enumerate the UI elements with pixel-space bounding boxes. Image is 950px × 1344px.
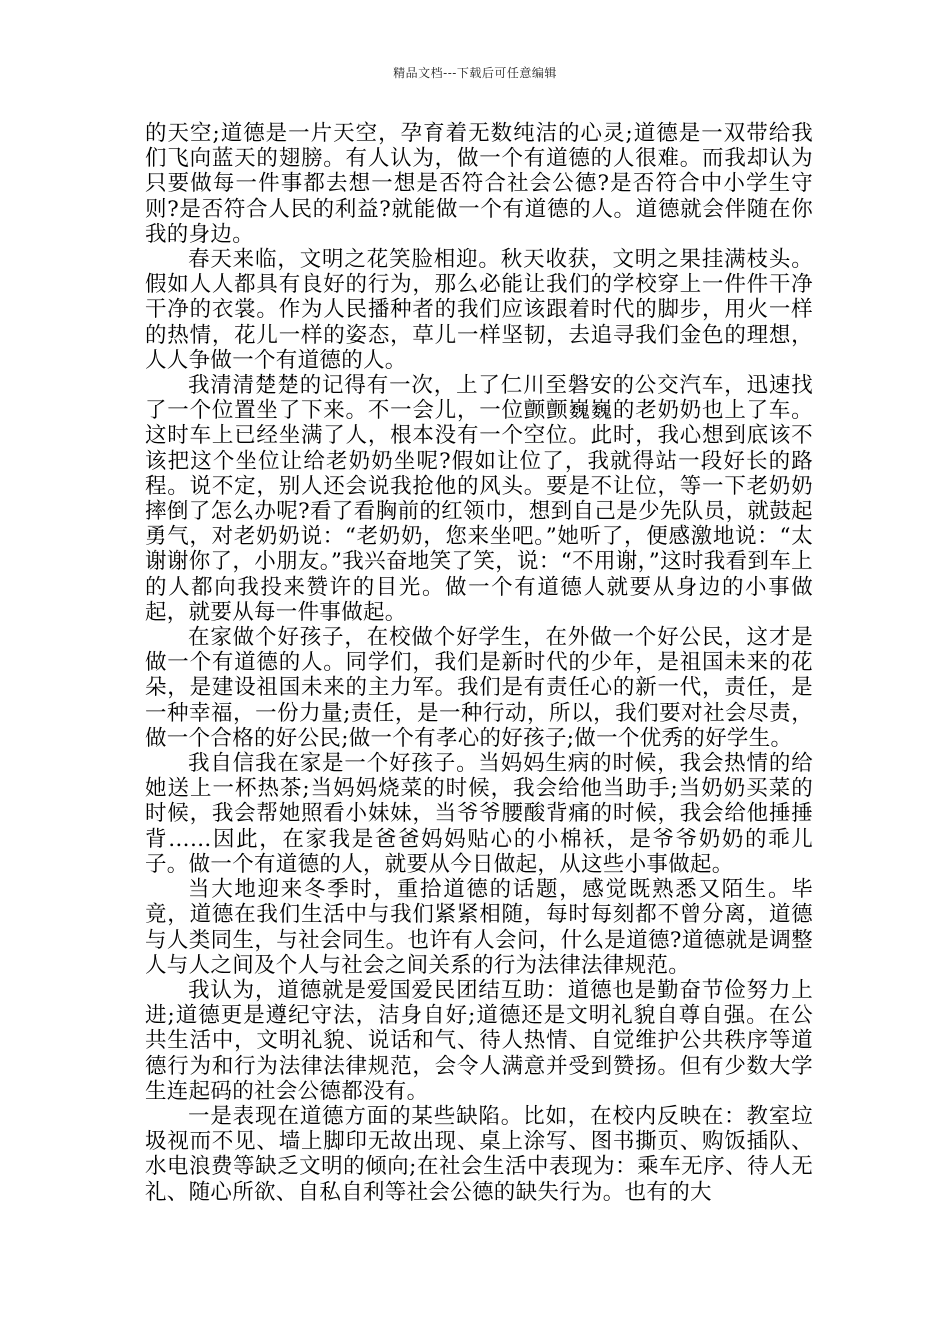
paragraph: 我清清楚楚的记得有一次，上了仁川至磐安的公交汽车，迅速找了一个位置坐了下来。不一会儿，一位颤颤巍巍的老奶奶也上了车。这时车上已经坐满了人，根本没有一个空位。此时，我心想到底该不该把这个坐位让给老奶奶坐呢?假如让位了，我就得站一段好长的路程。说不定，别人还会说我抢他的风头。要是不让位，等一下老奶奶摔倒了怎么办呢?看了看胸前的红领巾，想到自己是少先队员，就鼓起勇气，对老奶奶说：“老奶奶，您来坐吧。”她听了，便感激地说：“太谢谢你了，小朋友。”我兴奋地笑了笑，说：“不用谢，”这时我看到车上的人都向我投来赞许的目光。做一个有道德人就要从身边的小事做起，就要从每一件事做起。 [145,373,813,625]
paragraph: 春天来临，文明之花笑脸相迎。秋天收获，文明之果挂满枝头。假如人人都具有良好的行为，那么必能让我们的学校穿上一件件干净干净的衣裳。作为人民播种者的我们应该跟着时代的脚步，用火一样的热情，花儿一样的姿态，草儿一样坚韧，去追寻我们金色的理想，人人争做一个有道德的人。 [145,247,813,373]
paragraph: 一是表现在道德方面的某些缺陷。比如，在校内反映在：教室垃圾视而不见、墙上脚印无故出现、桌上涂写、图书撕页、购饭插队、水电浪费等缺乏文明的倾向;在社会生活中表现为：乘车无序、待人无礼、随心所欲、自私自利等社会公德的缺失行为。也有的大 [145,1103,813,1205]
page-header: 精品文档---下载后可任意编辑 [393,66,557,80]
paragraph: 当大地迎来冬季时，重拾道德的话题，感觉既熟悉又陌生。毕竟，道德在我们生活中与我们紧紧相随，每时每刻都不曾分离，道德与人类同生，与社会同生。也许有人会问，什么是道德?道德就是调整人与人之间及个人与社会之间关系的行为法律法律规范。 [145,877,813,978]
paragraph: 在家做个好孩子，在校做个好学生，在外做一个好公民，这才是做一个有道德的人。同学们，我们是新时代的少年，是祖国未来的花朵，是建设祖国未来的主力军。我们是有责任心的新一代，责任，是一种幸福，一份力量;责任，是一种行动，所以，我们要对社会尽责，做一个合格的好公民;做一个有孝心的好孩子;做一个优秀的好学生。 [145,625,813,751]
paragraph: 我认为，道德就是爱国爱民团结互助：道德也是勤奋节俭努力上进;道德更是遵纪守法，洁身自好;道德还是文明礼貌自尊自强。在公共生活中，文明礼貌、说话和气、待人热情、自觉维护公共秩序等道德行为和行为法律法律规范，会令人满意并受到赞扬。但有少数大学生连起码的社会公德都没有。 [145,977,813,1104]
paragraph-continued: 的天空;道德是一片天空，孕育着无数纯洁的心灵;道德是一双带给我们飞向蓝天的翅膀。有人认为，做一个有道德的人很难。而我却认为只要做每一件事都去想一想是否符合社会公德?是否符合中小学生守则?是否符合人民的利益?就能做一个有道德的人。道德就会伴随在你我的身边。 [145,121,813,247]
document-body [145,121,813,1205]
paragraph: 我自信我在家是一个好孩子。当妈妈生病的时候，我会热情的给她送上一杯热茶;当妈妈烧菜的时候，我会给他当助手;当奶奶买菜的时候，我会帮她照看小妹妹，当爷爷腰酸背痛的时候，我会给他捶捶背……因此，在家我是爸爸妈妈贴心的小棉袄，是爷爷奶奶的乖儿子。做一个有道德的人，就要从今日做起，从这些小事做起。 [145,751,813,877]
